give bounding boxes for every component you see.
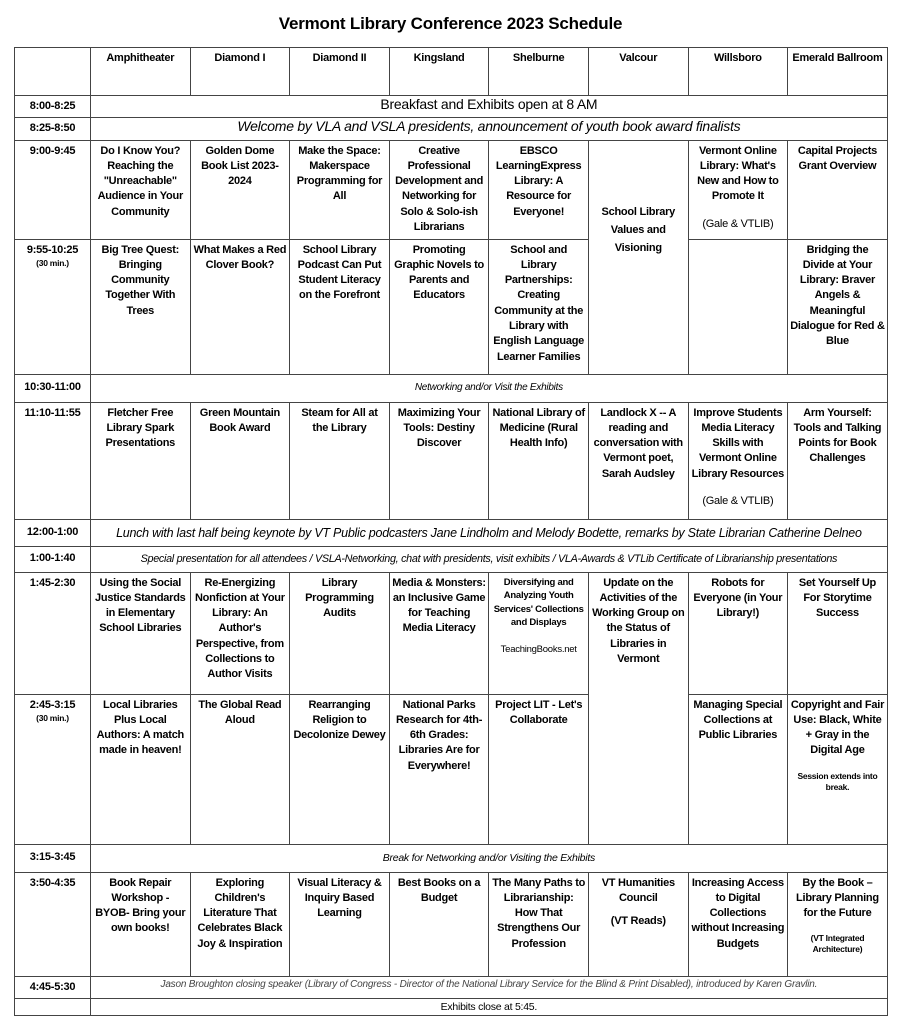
session-title: Managing Special Collections at Public Libraries [693,698,783,742]
session-title: Steam for All at the Library [301,406,378,434]
time-label: 4:45-5:30 [29,980,76,993]
session-cell [588,140,688,374]
session-title: Landlock X -- A reading and conversation with Vermont poet, Sarah Audsley [593,406,683,480]
session-cell [588,872,688,976]
session-cell [91,239,191,374]
session-title: School and Library Partnerships: Creating Community at the Library with English Language Learner Families [493,243,585,363]
full-width-event: Networking and/or Visit the Exhibits [91,374,888,402]
session-title: Robots for Everyone (in Your Library!) [693,576,783,620]
session-cell [389,694,489,844]
session-cell [489,572,589,694]
session-cell [688,572,788,694]
session-title: Big Tree Quest: Bringing Community Together With Trees [101,243,180,317]
session-cell [788,402,888,519]
schedule-row [15,239,888,374]
session-cell [290,402,390,519]
session-cell [389,872,489,976]
session-title: What Makes a Red Clover Book? [193,243,287,271]
session-title: The Global Read Aloud [198,698,282,726]
schedule-row [15,96,888,118]
room-header: Diamond II [290,48,390,96]
time-label: 10:30-11:00 [24,381,81,394]
time-label: 3:15-3:45 [29,851,76,864]
time-slot-cell [15,96,91,118]
session-title: Library Programming Audits [305,576,374,620]
session-cell [788,239,888,374]
full-width-event: Breakfast and Exhibits open at 8 AM [91,96,888,118]
session-title: Update on the Activities of the Working Group on the Status of Libraries in Vermont [592,576,685,666]
session-note: (VT Integrated Architecture) [810,933,865,955]
room-header: Diamond I [190,48,290,96]
schedule-row [15,976,888,998]
session-title: Creative Professional Development and Networking for Solo & Solo-ish Librarians [395,144,484,234]
session-cell [389,402,489,519]
session-title: Diversifying and Analyzing Youth Services' Collections and Displays [493,576,584,629]
session-cell [489,694,589,844]
session-title: Media & Monsters: an Inclusive Game for Teaching Media Literacy [392,576,486,635]
session-cell [290,872,390,976]
session-cell [190,402,290,519]
session-cell [190,872,290,976]
session-title: Green Mountain Book Award [199,406,280,434]
session-title: Project LIT - Let's Collaborate [495,698,583,726]
session-cell [489,402,589,519]
session-title: Book Repair Workshop - BYOB- Bring your own books! [95,876,186,935]
time-slot-cell [15,239,91,374]
session-title: Best Books on a Budget [397,876,481,904]
session-title: Using the Social Justice Standards in Elementary School Libraries [95,576,186,635]
schedule-row [15,998,888,1015]
session-title: School Library Podcast Can Put Student Literacy on the Forefront [297,243,382,302]
full-width-event: Break for Networking and/or Visiting the Exhibits [91,844,888,872]
time-label: 9:55-10:25 [26,243,79,256]
time-slot-cell [15,572,91,694]
time-label: 1:45-2:30 [29,576,76,589]
time-slot-cell [15,872,91,976]
session-title: Re-Energizing Nonfiction at Your Library: An Author's Perspective, from Collections to Author Visits [194,576,285,681]
session-title: National Library of Medicine (Rural Health Info) [492,406,585,450]
session-title: Fletcher Free Library Spark Presentations [105,406,176,450]
session-note: (Gale & VTLIB) [702,217,774,230]
session-cell [688,239,788,374]
full-width-event: Welcome by VLA and VSLA presidents, announcement of youth book award finalists [91,118,888,140]
room-header: Amphitheater [91,48,191,96]
session-cell [190,572,290,694]
time-slot-cell [15,546,91,572]
session-title: Golden Dome Book List 2023-2024 [201,144,279,188]
session-title: Local Libraries Plus Local Authors: A match made in heaven! [96,698,185,757]
session-cell [91,694,191,844]
session-cell [91,140,191,239]
session-title: Maximizing Your Tools: Destiny Discover [397,406,481,450]
header-row [15,48,888,96]
room-header: Willsboro [688,48,788,96]
session-title: Arm Yourself: Tools and Talking Points for Book Challenges [793,406,882,465]
schedule-row [15,374,888,402]
time-label: 11:10-11:55 [24,406,81,419]
session-title: School Library Values and Visioning [601,205,676,254]
session-title: Vermont Online Library: What's New and How to Promote It [697,144,779,203]
schedule-row [15,872,888,976]
schedule-row [15,402,888,519]
session-title: Rearranging Religion to Decolonize Dewey [293,698,386,742]
time-slot-cell [15,519,91,546]
session-note: TeachingBooks.net [500,643,577,655]
time-slot-cell [15,998,91,1015]
session-cell [91,872,191,976]
full-width-event: Special presentation for all attendees / VSLA-Networking, chat with presidents, visit exhibits / VLA-Awards & VTLib Certificate of Librarianship presentations [91,546,888,572]
session-title: Improve Students Media Literacy Skills with Vermont Online Library Resources [691,406,785,480]
time-label: 8:25-8:50 [29,122,76,135]
time-label: 9:00-9:45 [29,144,76,157]
session-cell [489,239,589,374]
session-title: Increasing Access to Digital Collections without Increasing Budgets [691,876,785,950]
session-title: Exploring Children's Literature That Celebrates Black Joy & Inspiration [197,876,283,950]
session-cell [290,140,390,239]
full-width-event: Lunch with last half being keynote by VT Public podcasters Jane Lindholm and Melody Bodette, remarks by State Librarian Catherine Delneo [91,519,888,546]
time-label: 8:00-8:25 [29,100,76,112]
session-title: Visual Literacy & Inquiry Based Learning [297,876,382,920]
schedule-row [15,694,888,844]
session-cell [190,694,290,844]
time-slot-cell [15,374,91,402]
time-slot-cell [15,694,91,844]
session-cell [290,239,390,374]
session-title: VT Humanities Council [601,876,675,904]
session-cell [489,140,589,239]
schedule-row [15,519,888,546]
session-note: (VT Reads) [610,915,666,928]
time-label: 2:45-3:15 [29,698,76,711]
time-slot-cell [15,402,91,519]
session-cell [389,140,489,239]
room-header: Emerald Ballroom [788,48,888,96]
full-width-event: Exhibits close at 5:45. [91,998,888,1015]
session-title: Do I Know You? Reaching the "Unreachable" Audience in Your Community [97,144,184,218]
session-cell [190,239,290,374]
session-cell [190,140,290,239]
session-note: Session extends into break. [797,770,878,792]
session-title: Set Yourself Up For Storytime Success [798,576,877,620]
session-title: Capital Projects Grant Overview [797,144,878,172]
session-title: Promoting Graphic Novels to Parents and Educators [394,243,485,302]
session-cell [688,140,788,239]
session-cell [588,572,688,844]
time-slot-cell [15,976,91,998]
room-header: Valcour [588,48,688,96]
session-cell [489,872,589,976]
session-title: Make the Space: Makerspace Programming for All [296,144,383,203]
time-header-cell [15,48,91,96]
schedule-row [15,546,888,572]
duration-note: (30 min.) [36,257,69,268]
session-title: The Many Paths to Librarianship: How That Strengthens Our Profession [492,876,586,950]
session-cell [389,572,489,694]
schedule-row [15,572,888,694]
session-cell [290,572,390,694]
schedule-row [15,844,888,872]
session-title: Copyright and Fair Use: Black, White + Gray in the Digital Age [790,698,885,757]
duration-note: (30 min.) [36,712,69,723]
time-label: 1:00-1:40 [29,552,76,565]
session-cell [588,402,688,519]
time-slot-cell [15,118,91,140]
session-title: Bridging the Divide at Your Library: Braver Angels & Meaningful Dialogue for Red & Blue [790,243,885,348]
session-cell [389,239,489,374]
session-cell [788,694,888,844]
session-cell [788,572,888,694]
session-cell [290,694,390,844]
page-title: Vermont Library Conference 2023 Schedule [278,14,623,33]
session-cell [688,872,788,976]
schedule-row [15,140,888,239]
session-cell [788,872,888,976]
session-cell [91,572,191,694]
session-title: By the Book – Library Planning for the Future [796,876,879,920]
time-slot-cell [15,844,91,872]
session-title: EBSCO LearningExpress Library: A Resource for Everyone! [495,144,582,218]
schedule-row [15,118,888,140]
session-title: National Parks Research for 4th-6th Grades: Libraries Are for Everywhere! [395,698,483,772]
time-label: 12:00-1:00 [26,525,79,538]
time-slot-cell [15,140,91,239]
room-header: Shelburne [489,48,589,96]
time-label: 3:50-4:35 [29,876,76,889]
session-cell [688,694,788,844]
schedule-table [14,47,888,1016]
room-header: Kingsland [389,48,489,96]
session-cell [688,402,788,519]
session-cell [91,402,191,519]
session-cell [788,140,888,239]
full-width-event: Jason Broughton closing speaker (Library of Congress - Director of the National Library Service for the Blind & Print Disabled), introduced by Karen Gravlin. [91,976,888,998]
session-note: (Gale & VTLIB) [702,495,774,508]
